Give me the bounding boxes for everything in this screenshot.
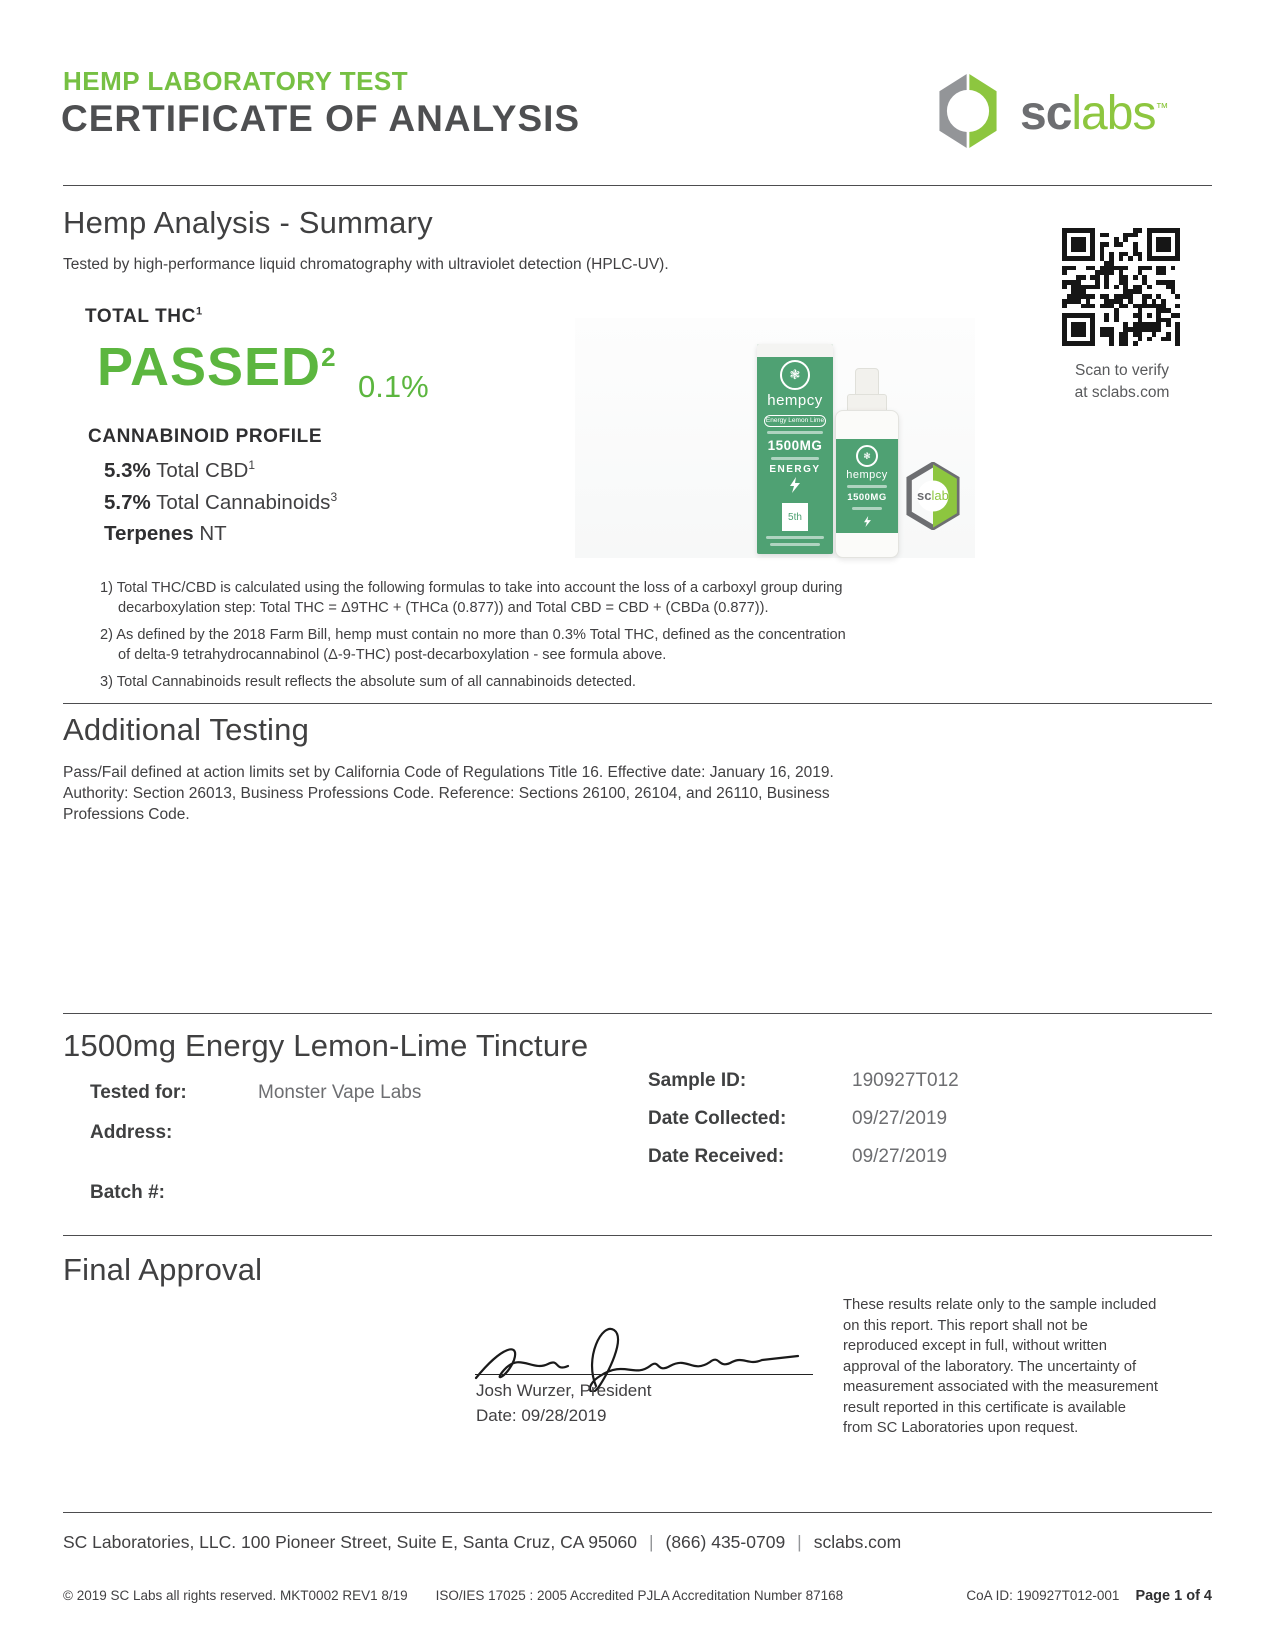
box-fineprint-bar — [771, 457, 819, 460]
date-received-value: 09/27/2019 — [852, 1146, 948, 1167]
disclaimer-text: These results relate only to the sample included on this report. This report shall not be reproduced except in full, without written approval of the laboratory. The uncertainty of measurement associated with the measurement result reported in this certificate is available from SC Laboratories upon request. — [843, 1297, 1158, 1436]
hempcy-leaf-icon: ❃ — [780, 360, 810, 390]
batch-label: Batch #: — [90, 1182, 165, 1203]
sample-id-label: Sample ID: — [648, 1070, 747, 1091]
logo-trademark: ™ — [1155, 100, 1168, 115]
sclabs-watermark — [903, 462, 975, 532]
cannabinoid-profile-heading: CANNABINOID PROFILE — [88, 426, 323, 447]
footnote-1 — [100, 578, 848, 618]
cbd-label: Total CBD — [156, 459, 249, 482]
bottle-body — [835, 410, 899, 558]
divider — [63, 1235, 1212, 1236]
hempcy-leaf-icon: ❃ — [856, 445, 878, 467]
footer-meta-right — [966, 1588, 1212, 1604]
qr-caption-line1: Scan to verify — [1075, 362, 1169, 379]
product-name-heading: 1500mg Energy Lemon-Lime Tincture — [63, 1028, 589, 1063]
footer-separator: | — [797, 1532, 802, 1552]
watermark-sc: sc — [917, 488, 932, 503]
sample-id-value: 190927T012 — [852, 1070, 959, 1091]
divider — [63, 703, 1212, 704]
bottle-brand: hempcy — [846, 469, 888, 481]
divider — [63, 1512, 1212, 1513]
tested-for-value: Monster Vape Labs — [258, 1082, 422, 1103]
box-flavor-band: Energy Lemon Lime — [764, 415, 826, 427]
date-received-label: Date Received: — [648, 1146, 785, 1167]
footnote-number: 2) — [100, 627, 113, 643]
product-box — [757, 344, 833, 554]
total-thc-footref: 1 — [195, 305, 203, 318]
terpenes-value: NT — [199, 522, 227, 545]
sclabs-wordmark — [1020, 86, 1167, 141]
box-brand: hempcy — [767, 392, 823, 409]
footer-contact-line — [63, 1532, 901, 1553]
footer-separator: | — [648, 1532, 654, 1552]
divider — [63, 185, 1212, 186]
bottle-fineprint-bar — [847, 485, 887, 488]
product-photo — [575, 318, 975, 558]
lab-address: SC Laboratories, LLC. 100 Pioneer Street, Suite E, Santa Cruz, CA 95060 — [63, 1532, 637, 1552]
divider — [63, 1013, 1212, 1014]
bottle-mg: 1500MG — [847, 492, 887, 503]
summary-method-text: Tested by high-performance liquid chromatography with ultraviolet detection (HPLC-UV). — [63, 256, 669, 273]
lab-website: sclabs.com — [813, 1532, 902, 1552]
signature-line — [475, 1374, 813, 1375]
copyright-text: © 2019 SC Labs all rights reserved. MKT0002 REV1 8/19 — [63, 1588, 408, 1603]
box-size-badge: 5th — [782, 503, 808, 531]
date-collected-value: 09/27/2019 — [852, 1108, 948, 1129]
footnote-number: 1) — [100, 580, 113, 596]
cbd-value: 5.3% — [104, 459, 151, 482]
total-thc-label — [85, 306, 203, 328]
passed-footref: 2 — [321, 342, 337, 372]
passed-value: 0.1% — [358, 369, 429, 404]
bottle-label — [836, 439, 898, 533]
coa-id: CoA ID: 190927T012-001 — [966, 1588, 1120, 1603]
footer-meta-line — [63, 1588, 1212, 1604]
date-collected-label: Date Collected: — [648, 1108, 787, 1129]
iso-accreditation-text: ISO/IES 17025 : 2005 Accredited PJLA Accreditation Number 87168 — [435, 1588, 844, 1603]
profile-row-terpenes — [104, 522, 227, 546]
page-title: CERTIFICATE OF ANALYSIS — [61, 98, 581, 139]
footnote-3 — [100, 672, 848, 692]
watermark-wordmark — [917, 488, 955, 503]
profile-row-cannabinoids — [104, 491, 337, 515]
box-top — [757, 344, 833, 357]
additional-testing-text: Pass/Fail defined at action limits set by California Code of Regulations Title 16. Effective date: January 16, 2019. Authority: Section 26013, Business Professions Code. Reference: Sections 26100, 26104, and 26110, Business Professions Code. — [63, 764, 834, 823]
page-number: Page 1 of 4 — [1135, 1588, 1212, 1604]
section-heading-final-approval: Final Approval — [63, 1252, 263, 1287]
sclabs-logo-icon — [934, 72, 1002, 150]
bottle-fineprint-bar — [852, 507, 882, 510]
logo-sc-text: sc — [1020, 87, 1072, 140]
terpenes-label: Terpenes — [104, 522, 194, 545]
profile-row-cbd — [104, 459, 255, 483]
cbd-footref: 1 — [248, 458, 256, 473]
qr-caption-line2: at sclabs.com — [1074, 384, 1170, 401]
box-energy-label: ENERGY — [769, 464, 821, 475]
qr-code — [1062, 228, 1180, 346]
report-type-label: HEMP LABORATORY TEST — [63, 66, 409, 96]
logo-labs-text: labs — [1071, 87, 1156, 140]
cannabinoids-footref: 3 — [330, 490, 338, 505]
box-fineprint-bar — [766, 536, 824, 539]
box-face — [757, 360, 833, 550]
footnote-text: Total THC/CBD is calculated using the following formulas to take into account the loss of a carboxyl group during decarboxylation step: Total THC = Δ9THC + (THCa (0.877)) and Total CBD = CBD + (CBDa (0.877)). — [116, 580, 843, 616]
approval-date: Date: 09/28/2019 — [476, 1406, 607, 1425]
total-thc-text: TOTAL THC — [85, 306, 196, 327]
bolt-icon — [836, 514, 898, 532]
passed-text: PASSED — [97, 337, 322, 397]
cannabinoids-label: Total Cannabinoids — [156, 491, 331, 514]
footnote-number: 3) — [100, 674, 113, 690]
cannabinoids-value: 5.7% — [104, 491, 151, 514]
passed-result — [97, 336, 337, 398]
footnotes — [100, 578, 848, 699]
section-heading-summary: Hemp Analysis - Summary — [63, 205, 433, 240]
box-fineprint-bar — [767, 431, 823, 434]
signer-name: Josh Wurzer, President — [476, 1381, 652, 1400]
qr-caption — [1032, 360, 1212, 404]
box-mg: 1500MG — [767, 438, 823, 453]
watermark-labs: labs — [931, 488, 956, 503]
bolt-icon — [757, 477, 833, 498]
section-heading-additional-testing: Additional Testing — [63, 712, 310, 747]
footnote-text: Total Cannabinoids result reflects the absolute sum of all cannabinoids detected. — [116, 674, 636, 690]
lab-phone: (866) 435-0709 — [665, 1532, 786, 1552]
footnote-text: As defined by the 2018 Farm Bill, hemp must contain no more than 0.3% Total THC, defined as the concentration of delta-9 tetrahydrocannabinol (Δ-9-THC) post-decarboxylation - see formula above. — [116, 627, 846, 663]
footer-meta-left — [63, 1588, 843, 1603]
box-fineprint-bar — [770, 543, 820, 546]
footnote-2 — [100, 625, 848, 665]
signature — [468, 1312, 818, 1382]
tested-for-label: Tested for: — [90, 1082, 187, 1103]
address-label: Address: — [90, 1122, 173, 1143]
